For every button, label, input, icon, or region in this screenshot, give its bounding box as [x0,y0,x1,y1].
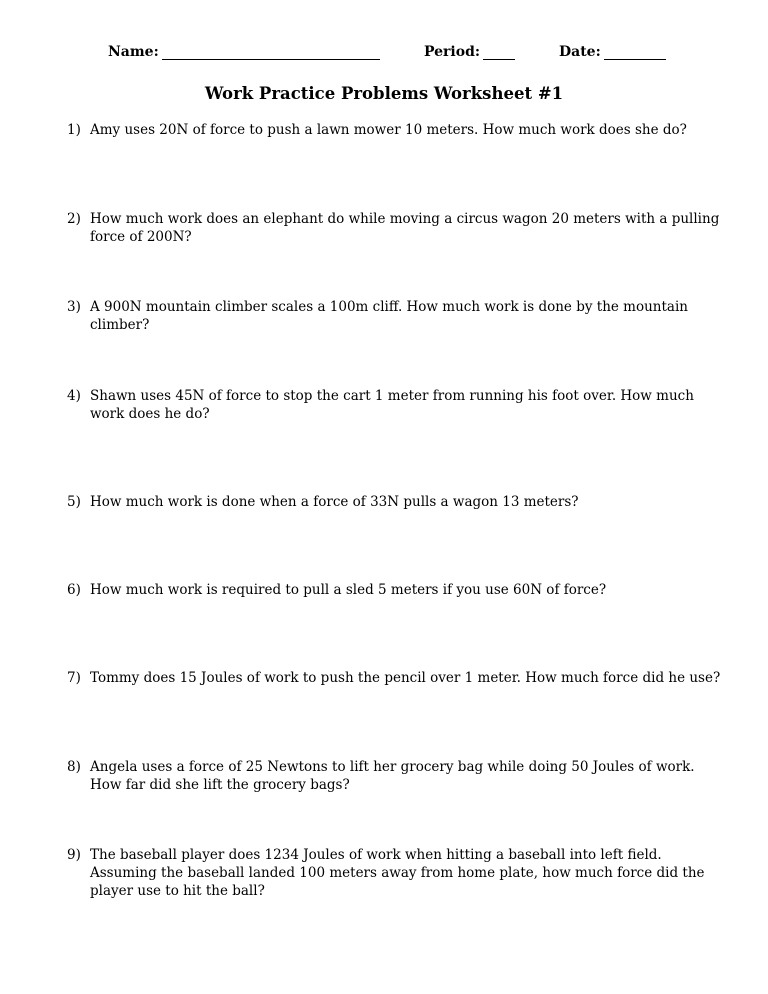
question-text: Angela uses a force of 25 Newtons to lift her grocery bag while doing 50 Joules of work. How far did she lift the grocery bags? [90,759,695,793]
question-8 [67,758,727,794]
question-number: 4) [67,388,81,404]
question-6 [67,581,727,599]
question-4 [67,387,727,423]
question-number: 9) [67,847,81,863]
question-number: 5) [67,494,81,510]
question-number: 8) [67,759,81,775]
question-text: Amy uses 20N of force to push a lawn mower 10 meters. How much work does she do? [90,122,687,138]
name-blank-line [162,45,380,60]
question-text: Tommy does 15 Joules of work to push the pencil over 1 meter. How much force did he use? [90,670,721,686]
period-blank-line [483,45,515,60]
question-7 [67,669,727,687]
question-2 [67,210,727,246]
date-field [559,44,666,60]
question-1 [67,121,727,139]
question-5 [67,493,727,511]
question-9 [67,846,727,900]
question-number: 7) [67,670,81,686]
name-field [108,44,380,60]
question-text: The baseball player does 1234 Joules of work when hitting a baseball into left field. Assuming the baseball landed 100 meters away from home plate, how much force did the player use to hit the ball? [90,847,705,899]
name-label: Name: [108,44,159,60]
question-text: How much work is done when a force of 33N pulls a wagon 13 meters? [90,494,579,510]
question-number: 6) [67,582,81,598]
question-number: 3) [67,299,81,315]
date-label: Date: [559,44,601,60]
question-text: Shawn uses 45N of force to stop the cart 1 meter from running his foot over. How much work does he do? [90,388,694,422]
period-label: Period: [424,44,481,60]
period-field [424,44,515,60]
question-text: A 900N mountain climber scales a 100m cliff. How much work is done by the mountain climber? [90,299,688,333]
question-text: How much work does an elephant do while moving a circus wagon 20 meters with a pulling force of 200N? [90,211,720,245]
question-text: How much work is required to pull a sled 5 meters if you use 60N of force? [90,582,607,598]
worksheet-title: Work Practice Problems Worksheet #1 [204,84,564,103]
student-info-header [0,44,768,66]
date-blank-line [604,45,666,60]
question-3 [67,298,727,334]
question-number: 2) [67,211,81,227]
question-number: 1) [67,122,81,138]
